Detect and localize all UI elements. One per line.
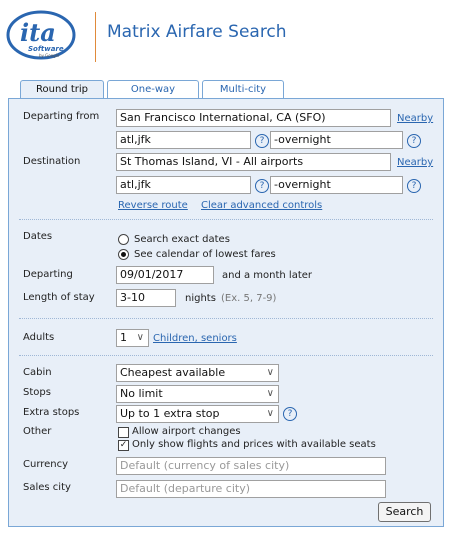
sales-city-input[interactable]: Default (departure city) bbox=[116, 480, 386, 498]
departing-date-input[interactable]: 09/01/2017 bbox=[116, 266, 214, 284]
tab-multi-city[interactable]: Multi-city bbox=[202, 80, 284, 98]
month-later-label: and a month later bbox=[222, 270, 313, 281]
length-of-stay-label: Length of stay bbox=[23, 292, 95, 303]
available-seats-label: Only show flights and prices with available seats bbox=[132, 439, 376, 450]
calendar-fares-radio[interactable] bbox=[118, 249, 129, 260]
routing-help-icon[interactable]: ? bbox=[255, 134, 269, 148]
departing-from-label: Departing from bbox=[23, 111, 100, 122]
departing-routing-input[interactable]: atl,jfk bbox=[116, 131, 251, 149]
stops-value: No limit bbox=[120, 387, 163, 400]
section-divider bbox=[19, 318, 433, 319]
clear-advanced-link[interactable]: Clear advanced controls bbox=[201, 200, 323, 211]
dest-routing-help-icon[interactable]: ? bbox=[255, 179, 269, 193]
extra-stops-select[interactable] bbox=[116, 405, 279, 423]
adults-value: 1 bbox=[120, 331, 127, 344]
destination-airport-input[interactable]: St Thomas Island, VI - All airports bbox=[116, 153, 391, 171]
extra-stops-label: Extra stops bbox=[23, 407, 80, 418]
dates-label: Dates bbox=[23, 231, 53, 242]
section-divider bbox=[19, 355, 433, 356]
logo-icon bbox=[5, 8, 87, 62]
departing-airport-input[interactable]: San Francisco International, CA (SFO) bbox=[116, 109, 391, 127]
exact-dates-radio[interactable] bbox=[118, 234, 129, 245]
currency-label: Currency bbox=[23, 459, 69, 470]
destination-label: Destination bbox=[23, 156, 81, 167]
destination-extension-input[interactable]: -overnight bbox=[270, 176, 403, 194]
reverse-route-link[interactable]: Reverse route bbox=[118, 200, 188, 211]
stay-example-hint: (Ex. 5, 7-9) bbox=[221, 293, 277, 304]
adults-select[interactable] bbox=[116, 329, 149, 347]
chevron-down-icon: ∨ bbox=[266, 408, 274, 419]
extra-stops-help-icon[interactable]: ? bbox=[283, 407, 297, 421]
section-divider bbox=[19, 219, 433, 220]
page-title: Matrix Airfare Search bbox=[107, 22, 287, 42]
departing-nearby-link[interactable]: Nearby bbox=[397, 113, 434, 124]
extra-stops-value: Up to 1 extra stop bbox=[120, 407, 220, 420]
available-seats-checkbox[interactable]: ✓ bbox=[119, 440, 128, 450]
nights-label: nights bbox=[185, 293, 216, 304]
chevron-down-icon: ∨ bbox=[136, 332, 144, 343]
logo-software: Software bbox=[28, 45, 64, 53]
exact-dates-label: Search exact dates bbox=[134, 234, 230, 245]
cabin-value: Cheapest available bbox=[120, 366, 226, 379]
logo-by-google: by Google bbox=[39, 53, 60, 58]
extension-help-icon[interactable]: ? bbox=[407, 134, 421, 148]
airport-changes-label: Allow airport changes bbox=[132, 426, 241, 437]
cabin-label: Cabin bbox=[23, 367, 52, 378]
chevron-down-icon: ∨ bbox=[266, 388, 274, 399]
departing-extension-input[interactable]: -overnight bbox=[270, 131, 403, 149]
ita-logo bbox=[5, 8, 85, 60]
adults-label: Adults bbox=[23, 332, 55, 343]
tab-round-trip[interactable]: Round trip bbox=[20, 80, 104, 99]
stops-label: Stops bbox=[23, 387, 51, 398]
currency-input[interactable]: Default (currency of sales city) bbox=[116, 457, 386, 475]
length-of-stay-input[interactable]: 3-10 bbox=[116, 289, 176, 307]
stops-select[interactable] bbox=[116, 385, 279, 403]
chevron-down-icon: ∨ bbox=[266, 367, 274, 378]
other-label: Other bbox=[23, 426, 52, 437]
sales-city-label: Sales city bbox=[23, 482, 71, 493]
dest-extension-help-icon[interactable]: ? bbox=[407, 179, 421, 193]
search-button[interactable]: Search bbox=[378, 502, 431, 522]
calendar-fares-label: See calendar of lowest fares bbox=[134, 249, 276, 260]
departing-date-label: Departing bbox=[23, 269, 73, 280]
tab-one-way[interactable]: One-way bbox=[107, 80, 199, 98]
children-seniors-link[interactable]: Children, seniors bbox=[153, 333, 237, 344]
airport-changes-checkbox[interactable] bbox=[118, 427, 129, 438]
destination-routing-input[interactable]: atl,jfk bbox=[116, 176, 251, 194]
header-divider bbox=[95, 12, 96, 62]
logo-text: ita bbox=[20, 18, 56, 47]
search-form-panel bbox=[8, 98, 444, 527]
cabin-select[interactable] bbox=[116, 364, 279, 382]
destination-nearby-link[interactable]: Nearby bbox=[397, 157, 434, 168]
